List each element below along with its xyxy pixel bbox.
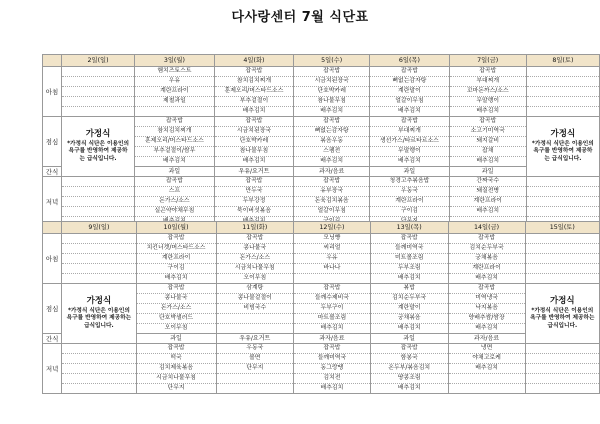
- menu-item: [62, 344, 135, 354]
- menu-table-week2: [42, 221, 600, 394]
- menu-item: 무말랭이: [370, 147, 449, 157]
- holiday-note: *가정식 식단은 이용인의 욕구를 반영하여 제공하는 급식입니다.: [66, 307, 132, 329]
- dinner-cell: [449, 177, 526, 227]
- menu-item: [526, 374, 599, 384]
- day-header: 6일(목): [370, 55, 450, 67]
- menu-item: [526, 364, 599, 374]
- menu-item: 부추겉절이: [215, 97, 294, 107]
- holiday-note: *가정식 식단은 이용인의 욕구를 반영하여 제공하는 급식입니다.: [530, 307, 595, 329]
- menu-item: 잡곡밥: [137, 234, 216, 244]
- menu-item: [526, 274, 599, 283]
- menu-item: [526, 254, 599, 264]
- menu-item: [62, 67, 134, 77]
- dinner-cell: [135, 177, 215, 227]
- menu-item: [526, 384, 599, 393]
- menu-item: 부대찌개: [450, 77, 526, 87]
- menu-item: [62, 234, 135, 244]
- menu-item: 배추김치: [320, 325, 344, 331]
- lunch-cell: [136, 284, 216, 334]
- menu-item: [62, 187, 134, 197]
- menu-item: [527, 177, 599, 187]
- menu-item: 배추김치: [163, 158, 186, 164]
- breakfast-cell: [448, 234, 525, 284]
- snack-cell: 과일: [370, 334, 448, 344]
- menu-item: [62, 244, 135, 254]
- menu-item: 시금치나물무침: [137, 374, 216, 384]
- menu-item: [217, 384, 294, 393]
- menu-item: 부대찌개: [370, 127, 449, 137]
- breakfast-cell: [216, 234, 294, 284]
- day-header: 7일(금): [449, 55, 526, 67]
- menu-item: 뼈없는감자탕: [294, 127, 369, 137]
- empty-cell: [525, 344, 599, 394]
- menu-item: 김치전: [294, 374, 370, 384]
- menu-item: 바나나: [294, 264, 370, 274]
- snack-cell: 과자/음료: [294, 334, 371, 344]
- menu-item: 땅콩조림: [371, 374, 448, 384]
- menu-item: [526, 264, 599, 274]
- day-header: 5일(수): [294, 55, 370, 67]
- lunch-cell: [135, 117, 215, 167]
- menu-item: 잡곡밥: [371, 234, 448, 244]
- day-header: 2일(일): [61, 55, 134, 67]
- holiday-cell: [62, 284, 136, 344]
- dinner-cell: [214, 177, 294, 227]
- menu-item: 두부강정: [215, 197, 294, 207]
- menu-item: 간짜국수: [450, 177, 526, 187]
- menu-item: 돼지갈비: [450, 137, 526, 147]
- snack-cell: 과일: [370, 167, 450, 177]
- menu-item: 잡곡밥: [450, 117, 526, 127]
- menu-item: [62, 254, 135, 264]
- snack-cell: 과자/음료: [448, 334, 525, 344]
- day-header: 9일(일): [62, 222, 136, 234]
- dinner-cell: [294, 344, 371, 394]
- menu-item: 김치순두부국: [371, 294, 448, 304]
- menu-item: [449, 374, 525, 384]
- menu-item: 잡곡밥: [217, 234, 294, 244]
- menu-item: 잡곡밥: [294, 284, 370, 294]
- menu-item: 단무지: [167, 385, 185, 391]
- dinner-cell: [370, 177, 450, 227]
- menu-item: 배추김치: [320, 158, 344, 164]
- menu-item: 콩나물국: [217, 244, 294, 254]
- menu-item: [526, 344, 599, 354]
- menu-item: 두부조림: [371, 264, 448, 274]
- meal-label-lunch: 점심: [43, 117, 62, 167]
- menu-item: 얼갈이무침: [370, 97, 449, 107]
- holiday-note: *가정식 식단은 이용인의 욕구를 반영하여 제공하는 급식입니다.: [67, 140, 129, 162]
- menu-item: 모닝빵: [294, 234, 370, 244]
- breakfast-cell: [370, 234, 448, 284]
- menu-item: 마트볼조림: [294, 314, 370, 324]
- menu-item: 잡곡밥: [215, 67, 294, 77]
- menu-item: 스팸전: [294, 147, 369, 157]
- holiday-title: 가정식: [550, 128, 576, 139]
- menu-item: [217, 314, 294, 324]
- menu-item: [526, 244, 599, 254]
- menu-item: 배추김치: [164, 275, 188, 281]
- breakfast-cell: [294, 234, 371, 284]
- menu-item: 치킨너겟/머스타드소스: [137, 244, 216, 254]
- lunch-cell: [214, 117, 294, 167]
- menu-item: 김치제육볶음: [137, 364, 216, 374]
- day-header: 3일(월): [135, 55, 215, 67]
- menu-item: 돼질전병: [450, 187, 526, 197]
- menu-item: 꼬마돈까스/소스: [450, 87, 526, 97]
- menu-item: [62, 97, 134, 107]
- menu-item: 들깨미역국: [371, 244, 448, 254]
- snack-cell: 과일: [136, 334, 216, 344]
- holiday-title: 가정식: [86, 295, 112, 306]
- menu-item: [62, 207, 134, 217]
- menu-item: [294, 274, 370, 283]
- menu-item: 떡국: [137, 354, 216, 364]
- menu-item: 미트볼조림: [371, 254, 448, 264]
- menu-item: 볼면: [217, 354, 294, 364]
- holiday-cell: [525, 284, 599, 344]
- lunch-cell: [449, 117, 526, 167]
- menu-item: 배추김치: [476, 108, 500, 114]
- menu-item: 부추겉절이/쌈무: [135, 147, 214, 157]
- dinner-cell: [370, 344, 448, 394]
- menu-item: 잡곡밥: [135, 117, 214, 127]
- menu-item: 시금치된장국: [294, 77, 369, 87]
- menu-item: 실곤약야채무침: [135, 207, 214, 217]
- menu-item: [62, 87, 134, 97]
- breakfast-cell: [294, 67, 370, 117]
- menu-item: 배추김치: [320, 108, 344, 114]
- menu-item: 참치김치찌개: [135, 127, 214, 137]
- menu-item: 잡곡밥: [371, 344, 448, 354]
- menu-item: 훈제오리/머스타드소스: [215, 87, 294, 97]
- menu-item: 배추김치: [398, 158, 421, 164]
- menu-item: [527, 77, 599, 87]
- menu-item: [527, 67, 599, 77]
- menu-item: 배추김치: [320, 385, 344, 391]
- menu-item: 무말랭이: [450, 97, 526, 107]
- menu-item: 잡곡밥: [449, 234, 525, 244]
- menu-item: 얼갈이무침: [294, 207, 369, 217]
- menu-item: 볶밥: [371, 284, 448, 294]
- menu-item: 소고기미역국: [450, 127, 526, 137]
- menu-item: 배추김치: [398, 108, 421, 114]
- dinner-cell: [216, 344, 294, 394]
- menu-item: 잡곡밥: [450, 67, 526, 77]
- menu-item: [62, 77, 134, 87]
- menu-item: 계란프라이: [137, 254, 216, 264]
- menu-item: 훈제오리/머스타드소스: [135, 137, 214, 147]
- menu-item: 콩나물겉절이: [217, 294, 294, 304]
- menu-item: 단호박카레: [215, 137, 294, 147]
- menu-item: 우유: [135, 77, 214, 87]
- menu-item: 묵이버섯볶음: [215, 207, 294, 217]
- menu-item: 들깨미역국: [294, 354, 370, 364]
- menu-item: 함봉국: [371, 354, 448, 364]
- snack-cell: 과자/음료: [294, 167, 370, 177]
- menu-item: 우유: [294, 254, 370, 264]
- menu-item: 청경고추볶음밥: [370, 177, 449, 187]
- menu-item: 잡곡밥: [137, 344, 216, 354]
- breakfast-cell: [214, 67, 294, 117]
- menu-item: 배추김치: [397, 275, 421, 281]
- menu-item: 배추김치: [475, 325, 498, 331]
- menu-item: 궁채볶음: [449, 254, 525, 264]
- menu-item: 볶음우동: [294, 137, 369, 147]
- menu-item: 돈가스/소스: [217, 254, 294, 264]
- menu-item: 배추김치: [475, 275, 498, 281]
- menu-item: 온두부/볶음김치: [371, 364, 448, 374]
- breakfast-cell: [135, 67, 215, 117]
- menu-item: 배추김치: [449, 364, 525, 374]
- menu-item: 동그랑땡: [294, 364, 370, 374]
- menu-item: [62, 274, 135, 283]
- empty-cell: [525, 234, 599, 284]
- dinner-cell: [294, 177, 370, 227]
- meal-label-lunch_am: 아침: [43, 234, 62, 284]
- menu-item: 제철과일: [135, 97, 214, 107]
- menu-item: [62, 197, 134, 207]
- holiday-note: *가정식 식단은 이용인의 욕구를 반영하여 제공하는 급식입니다.: [531, 140, 594, 162]
- holiday-title: 가정식: [85, 128, 111, 139]
- menu-item: [527, 187, 599, 197]
- menu-item: 유부장국: [294, 187, 369, 197]
- menu-item: 계란말이: [370, 87, 449, 97]
- menu-item: 잡곡밥: [294, 117, 369, 127]
- menu-item: 만두국: [215, 187, 294, 197]
- menu-item: 잡곡밥: [294, 344, 370, 354]
- menu-item: 냉면: [449, 344, 525, 354]
- menu-item: 계란프라이: [370, 197, 449, 207]
- menu-item: 비빔국수: [217, 304, 294, 314]
- page-title: 다사랑센터 7월 식단표: [231, 10, 369, 25]
- empty-cell: [61, 67, 134, 117]
- menu-item: 햄치즈토스트: [135, 67, 214, 77]
- header-blank: [43, 222, 62, 234]
- breakfast-cell: [136, 234, 216, 284]
- menu-item: [62, 364, 135, 374]
- menu-item: [449, 384, 525, 393]
- lunch-cell: [294, 117, 370, 167]
- menu-item: 돈가스/소스: [135, 197, 214, 207]
- lunch-cell: [448, 284, 525, 334]
- menu-item: [527, 97, 599, 107]
- menu-item: 계란프라이: [450, 197, 526, 207]
- menu-item: 미역냉국: [449, 294, 525, 304]
- meal-label-dinner: 저녁: [43, 344, 62, 394]
- menu-item: 오이무침: [164, 325, 188, 331]
- day-header: 10일(월): [136, 222, 216, 234]
- menu-item: 낙지볶음: [449, 304, 525, 314]
- meal-label-dinner: 저녁: [43, 177, 62, 227]
- menu-item: [62, 107, 134, 116]
- menu-item: 단무지: [217, 364, 294, 374]
- menu-item: 김치순두부국: [449, 244, 525, 254]
- menu-item: 돈가스/소스: [137, 304, 216, 314]
- menu-item: [526, 234, 599, 244]
- menu-item: 시금치된장국: [215, 127, 294, 137]
- menu-item: [526, 354, 599, 364]
- menu-item: 배추김치: [450, 207, 526, 217]
- menu-item: 구이김: [370, 207, 449, 217]
- menu-item: [135, 107, 214, 116]
- menu-item: 배추김치: [397, 325, 421, 331]
- empty-cell: [526, 177, 599, 227]
- lunch-cell: [370, 284, 448, 334]
- menu-item: 잡곡밥: [294, 177, 369, 187]
- empty-cell: [526, 67, 599, 117]
- menu-item: 참치김치찌개: [215, 77, 294, 87]
- menu-item: 잡곡밥: [370, 117, 449, 127]
- menu-item: [62, 177, 134, 187]
- holiday-cell: [526, 117, 599, 177]
- menu-item: 잡곡밥: [137, 284, 216, 294]
- dinner-cell: [136, 344, 216, 394]
- day-header: 8일(토): [526, 55, 599, 67]
- menu-item: 야채고로케: [449, 354, 525, 364]
- meal-label-snack: 간식: [43, 334, 62, 344]
- empty-cell: [62, 344, 136, 394]
- snack-cell: 우유/요거트: [214, 167, 294, 177]
- menu-item: [62, 374, 135, 384]
- menu-item: 잡곡밥: [215, 177, 294, 187]
- menu-item: 계란프라이: [449, 264, 525, 274]
- menu-item: 잡곡밥: [449, 284, 525, 294]
- menu-item: 돈육김치볶음: [294, 197, 369, 207]
- holiday-cell: [61, 117, 134, 177]
- menu-item: 우동국: [370, 187, 449, 197]
- menu-item: 양배추쌈/쌈장: [449, 314, 525, 324]
- menu-item: 뼈없는감자탕: [370, 77, 449, 87]
- day-header: 15일(토): [525, 222, 599, 234]
- menu-item: 구이김: [137, 264, 216, 274]
- lunch-cell: [216, 284, 294, 334]
- menu-item: 잡곡밥: [370, 67, 449, 77]
- menu-table-week1: [42, 54, 600, 227]
- menu-item: 오이무침: [243, 275, 267, 281]
- menu-item: [527, 107, 599, 116]
- menu-item: [62, 264, 135, 274]
- breakfast-cell: [449, 67, 526, 117]
- menu-item: 배추김치: [476, 158, 500, 164]
- menu-item: [62, 384, 135, 393]
- menu-item: 참나물무침: [215, 147, 294, 157]
- menu-item: [62, 354, 135, 364]
- menu-item: 계란프라이: [135, 87, 214, 97]
- empty-cell: [61, 177, 134, 227]
- menu-item: 계란말이: [371, 304, 448, 314]
- menu-item: 시금치나물무침: [217, 264, 294, 274]
- menu-item: 콩나물국: [137, 294, 216, 304]
- day-header: 11일(화): [216, 222, 294, 234]
- menu-item: 잡곡밥: [294, 67, 369, 77]
- snack-cell: 우유/요거트: [216, 334, 294, 344]
- menu-item: 참나물무침: [294, 97, 369, 107]
- menu-item: 우동국: [217, 344, 294, 354]
- menu-item: [217, 324, 294, 333]
- day-header: 13일(목): [370, 222, 448, 234]
- menu-item: [217, 374, 294, 384]
- menu-item: 씨리얼: [294, 244, 370, 254]
- menu-item: 스프: [135, 187, 214, 197]
- menu-item: 궁채볶음: [371, 314, 448, 324]
- menu-item: 단호박샐러드: [137, 314, 216, 324]
- menu-item: 들깨수제비국: [294, 294, 370, 304]
- holiday-title: 가정식: [549, 295, 575, 306]
- menu-item: 배추김치: [242, 158, 266, 164]
- day-header: 12일(수): [294, 222, 371, 234]
- day-header: 14일(금): [448, 222, 525, 234]
- menu-item: 배추김치: [242, 108, 266, 114]
- menu-item: 삼계탕: [217, 284, 294, 294]
- menu-item: 잡곡밥: [215, 117, 294, 127]
- snack-cell: 과일: [135, 167, 215, 177]
- breakfast-cell: [370, 67, 450, 117]
- menu-item: [527, 207, 599, 217]
- menu-item: [527, 87, 599, 97]
- dinner-cell: [448, 344, 525, 394]
- meal-label-lunch_am: 아침: [43, 67, 62, 117]
- menu-item: 잡곡밥: [135, 177, 214, 187]
- menu-item: 단호박카레: [294, 87, 369, 97]
- lunch-cell: [294, 284, 371, 334]
- snack-cell: 과일: [449, 167, 526, 177]
- meal-label-lunch: 점심: [43, 284, 62, 334]
- menu-item: 배추김치: [397, 385, 421, 391]
- meal-label-snack: 간식: [43, 167, 62, 177]
- header-blank: [43, 55, 62, 67]
- menu-item: 생선가스/타르타르소스: [370, 137, 449, 147]
- menu-item: 잡채: [450, 147, 526, 157]
- lunch-cell: [370, 117, 450, 167]
- empty-cell: [62, 234, 136, 284]
- menu-item: 두부구이: [294, 304, 370, 314]
- day-header: 4일(화): [214, 55, 294, 67]
- menu-item: [527, 197, 599, 207]
